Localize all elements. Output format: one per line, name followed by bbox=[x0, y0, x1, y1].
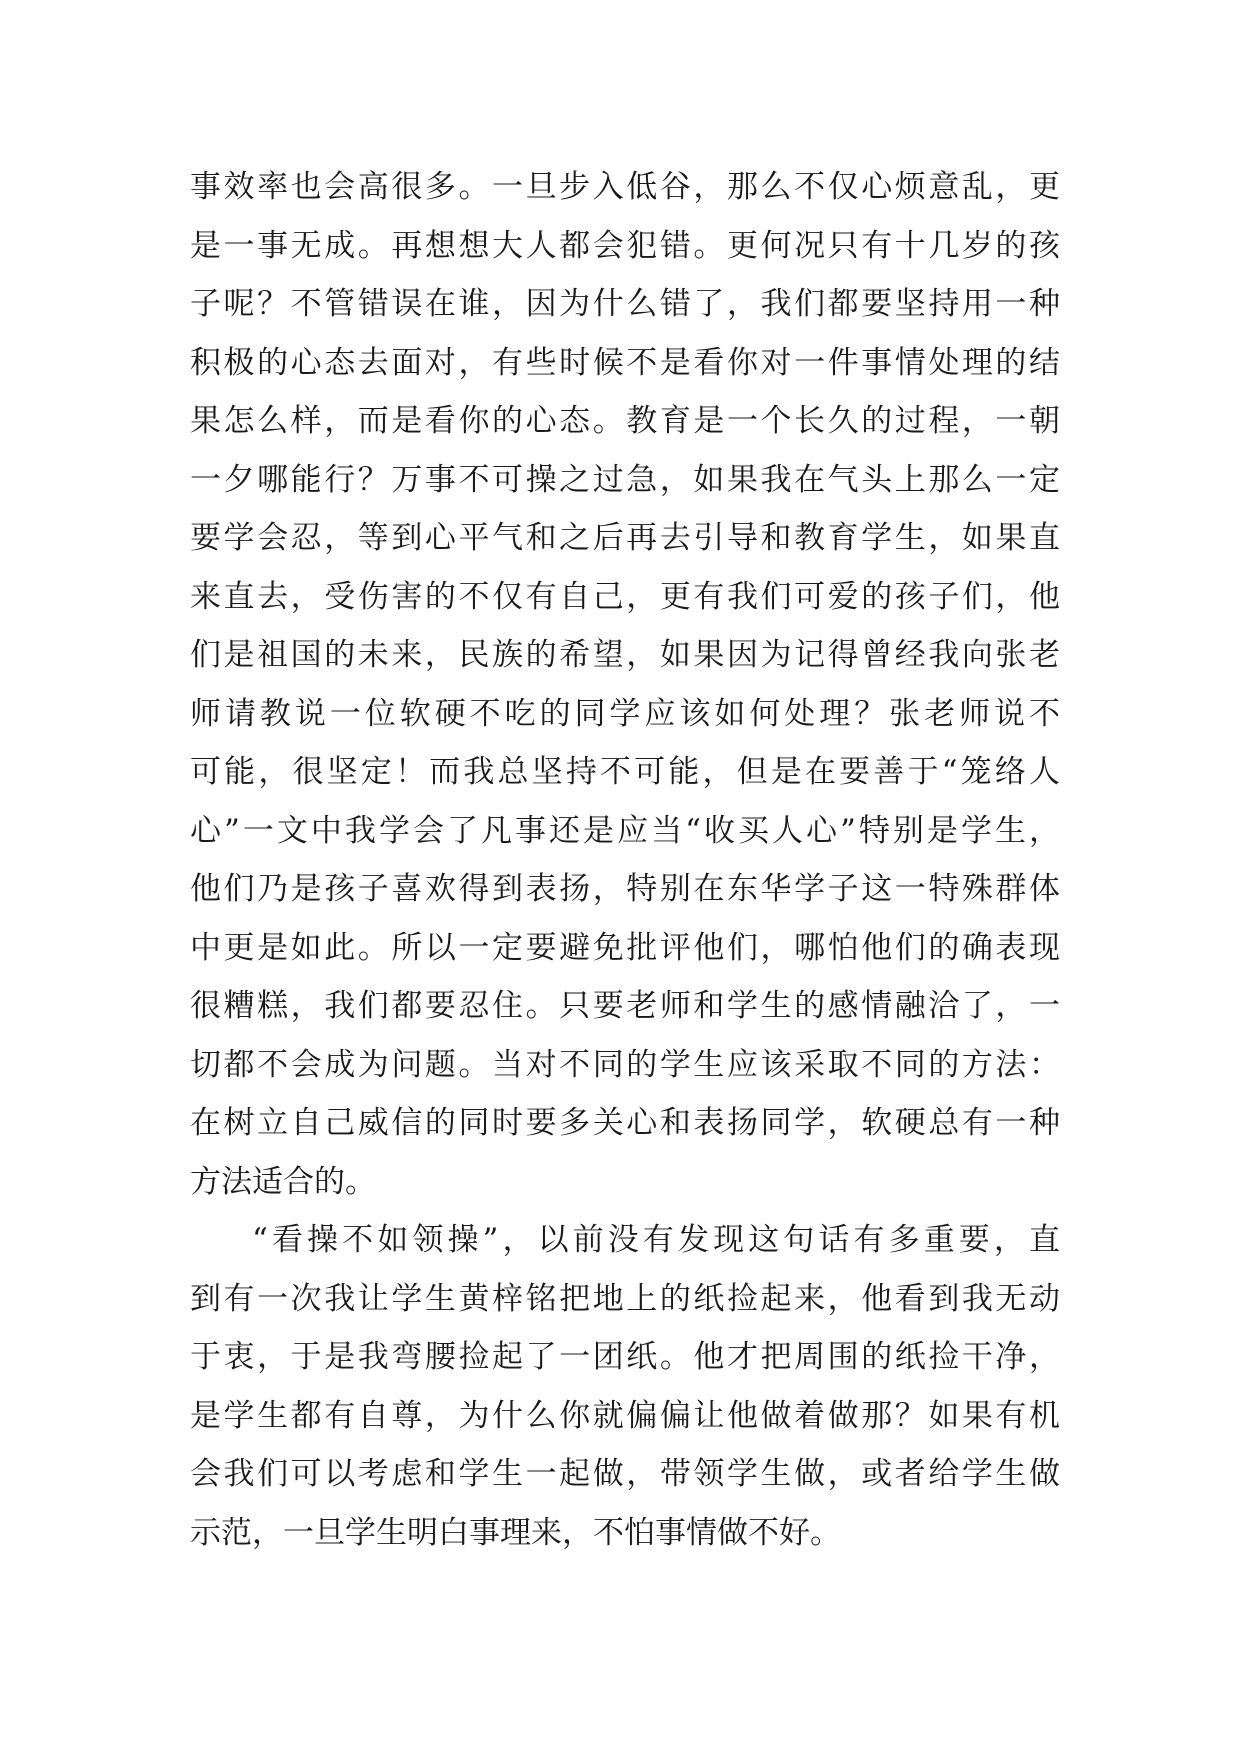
text-line: 方法适合的。 bbox=[190, 1163, 376, 1200]
text-line: “看操不如领操”，以前没有发现这句话有多重要，直 bbox=[252, 1222, 1060, 1258]
text-line: 他们乃是孩子喜欢得到表扬，特别在东华学子这一特殊群体 bbox=[190, 871, 1060, 907]
paragraph-1 bbox=[190, 158, 1060, 1211]
text-line: 示范，一旦学生明白事理来，不怕事情做不好。 bbox=[190, 1514, 841, 1551]
text-line: 可能，很坚定！而我总坚持不可能，但是在要善于“笼络人 bbox=[190, 754, 1060, 790]
text-line: 是一事无成。再想想大人都会犯错。更何况只有十几岁的孩 bbox=[190, 227, 1060, 264]
text-line: 心”一文中我学会了凡事还是应当“收买人心”特别是学生， bbox=[190, 812, 1060, 849]
text-line: 很糟糕，我们都要忍住。只要老师和学生的感情融洽了，一 bbox=[190, 988, 1060, 1024]
text-line: 果怎么样，而是看你的心态。教育是一个长久的过程，一朝 bbox=[190, 403, 1060, 439]
text-line: 切都不会成为问题。当对不同的学生应该采取不同的方法： bbox=[190, 1046, 1060, 1083]
text-line: 来直去，受伤害的不仅有自己，更有我们可爱的孩子们，他 bbox=[190, 578, 1060, 615]
text-line: 子呢？不管错误在谁，因为什么错了，我们都要坚持用一种 bbox=[190, 286, 1060, 322]
body-text bbox=[190, 158, 1060, 1562]
text-line: 于衷，于是我弯腰捡起了一团纸。他才把周围的纸捡干净， bbox=[190, 1339, 1060, 1375]
text-line: 是学生都有自尊，为什么你就偏偏让他做着做那？如果有机 bbox=[190, 1397, 1060, 1434]
text-line: 一夕哪能行？万事不可操之过急，如果我在气头上那么一定 bbox=[190, 461, 1060, 498]
text-line: 积极的心态去面对，有些时候不是看你对一件事情处理的结 bbox=[190, 344, 1060, 381]
text-line: 会我们可以考虑和学生一起做，带领学生做，或者给学生做 bbox=[190, 1456, 1060, 1492]
text-line: 到有一次我让学生黄梓铭把地上的纸捡起来，他看到我无动 bbox=[190, 1280, 1060, 1317]
text-line: 事效率也会高很多。一旦步入低谷，那么不仅心烦意乱，更 bbox=[190, 169, 1060, 205]
paragraph-2 bbox=[190, 1211, 1060, 1562]
text-line: 要学会忍，等到心平气和之后再去引导和教育学生，如果直 bbox=[190, 520, 1060, 556]
text-line: 师请教说一位软硬不吃的同学应该如何处理？张老师说不 bbox=[190, 695, 1060, 732]
text-line: 中更是如此。所以一定要避免批评他们，哪怕他们的确表现 bbox=[190, 929, 1060, 966]
text-line: 们是祖国的未来，民族的希望，如果因为记得曾经我向张老 bbox=[190, 637, 1060, 673]
text-line: 在树立自己威信的同时要多关心和表扬同学，软硬总有一种 bbox=[190, 1105, 1060, 1141]
